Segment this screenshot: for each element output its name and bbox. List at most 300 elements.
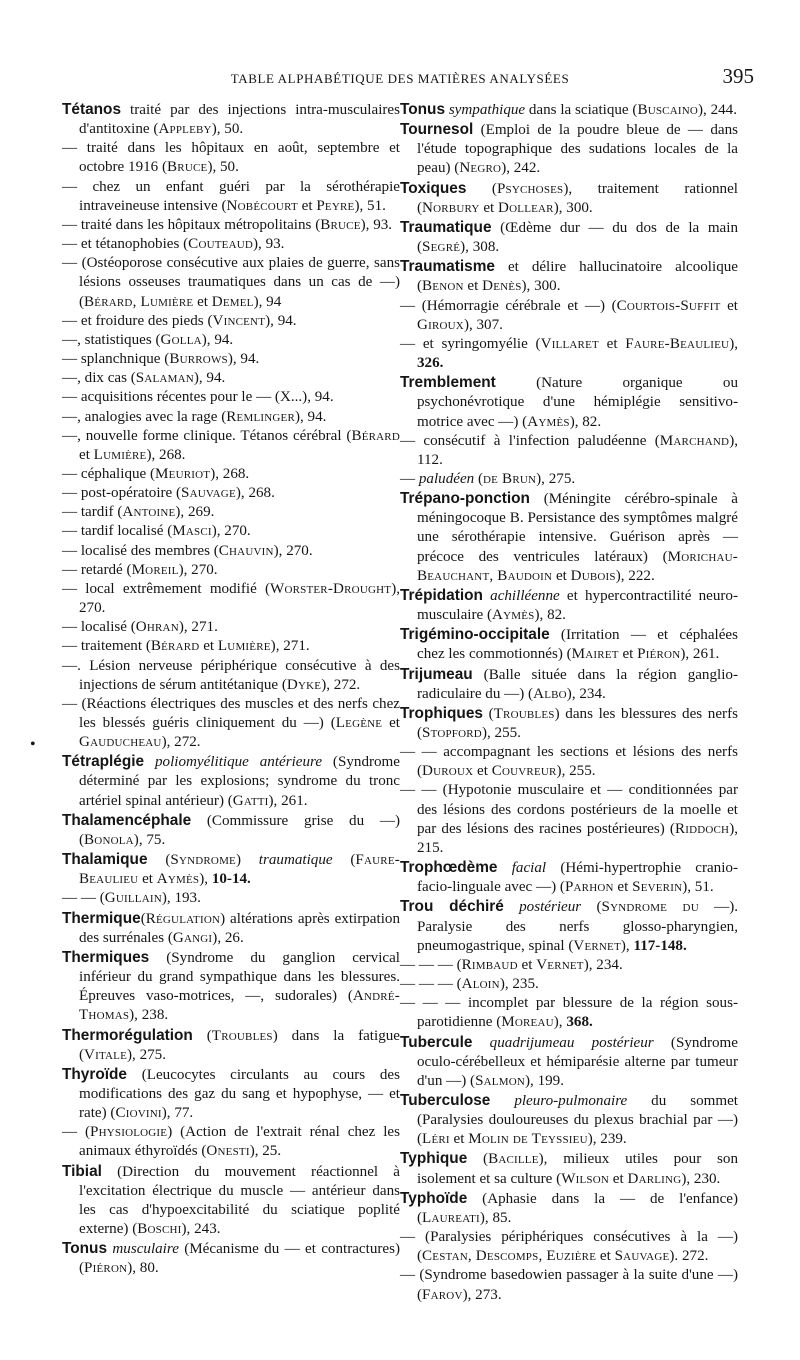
entry-text: ), 234. (566, 685, 606, 702)
entry-text: traité par des injections intra-musculaires d'antitoxine ( (79, 102, 400, 138)
entry-text: ), 300. (553, 199, 593, 216)
index-entry (62, 408, 400, 427)
index-entry (62, 909, 400, 948)
author-name: Boschi (137, 1221, 182, 1238)
qualifier: postérieur (519, 899, 582, 916)
author-name: Giroux (417, 316, 464, 333)
index-entry (62, 1123, 400, 1161)
index-entry (62, 350, 400, 369)
entry-text: ), 222. (615, 567, 655, 584)
entry-text: — — — ( (400, 956, 462, 973)
author-name: Faure-Beaulieu (79, 852, 400, 888)
author-name: Masci (172, 523, 212, 540)
index-entry (62, 542, 400, 561)
index-entry (400, 297, 738, 335)
entry-text: ( (467, 1151, 489, 1168)
entry-text: et (552, 567, 571, 584)
entry-text: ), 244. (698, 102, 737, 118)
entry-text: ), 270. (273, 542, 313, 559)
entry-text: — chez un enfant guéri par la sérothérapie intraveineuse intensive ( (62, 178, 400, 214)
entry-text: ), 261. (680, 646, 720, 663)
running-head-title: TABLE ALPHABÉTIQUE DES MATIÈRES ANALYSÉES (230, 71, 570, 86)
author-name: Bérard (150, 638, 200, 655)
entry-headword: Tibial (62, 1162, 102, 1180)
author-name: Sauvage (181, 485, 236, 502)
entry-text: — — accompagnant les sections et lésions des nerfs ( (400, 744, 738, 780)
author-name: Remlinger (226, 408, 295, 425)
index-entry (62, 1065, 400, 1123)
entry-text: — (Hémorragie cérébrale et —) ( (400, 297, 617, 314)
entry-text: (Hémi-hypertrophie cranio-facio-linguale avec —) ( (417, 860, 738, 896)
entry-text: ( (140, 910, 146, 927)
index-entry (400, 1266, 738, 1304)
author-name: Couvreur (491, 763, 557, 780)
author-name: Dyke (286, 676, 322, 693)
index-entry (400, 858, 738, 897)
index-entry (62, 369, 400, 388)
author-name: Darling (627, 1170, 682, 1187)
qualifier: musculaire (112, 1241, 179, 1258)
entry-text: — céphalique ( (62, 465, 156, 482)
entry-text: — tardif ( (62, 504, 123, 521)
entry-text: — (Paralysies périphériques consécutives à la —) ( (400, 1229, 738, 1265)
right-column (400, 100, 738, 1305)
entry-text (504, 899, 519, 915)
entry-headword: Thermique (62, 909, 141, 927)
author-name: Gangi (172, 929, 213, 946)
entry-text: — (Réactions électriques des muscles et des nerfs chez les blessés guéris cliniquement du —) ( (62, 695, 400, 731)
entry-headword: Trépano-ponction (400, 490, 530, 508)
entry-text: et (598, 335, 626, 352)
entry-text: ), 271. (270, 638, 310, 655)
entry-text: ), 269. (175, 504, 215, 521)
index-entry (62, 254, 400, 311)
index-entry (400, 257, 738, 296)
index-entry (400, 100, 738, 120)
author-name: Troubles (211, 1027, 273, 1044)
entry-text: ), 80. (127, 1260, 159, 1277)
entry-text: ), 308. (460, 239, 500, 256)
author-name: Laureati (422, 1209, 480, 1226)
entry-headword: Typhoïde (400, 1189, 468, 1207)
entry-text: ), 235. (499, 976, 539, 993)
entry-headword: Traumatisme (400, 258, 495, 276)
index-entry (62, 618, 400, 637)
entry-headword: Toxiques (400, 179, 467, 197)
entry-text: ), 93. (253, 236, 285, 253)
entry-text: ), 94. (193, 370, 226, 387)
author-name: Aymès (492, 607, 535, 624)
entry-text: ), 51. (682, 879, 714, 896)
index-entry (62, 580, 400, 618)
entry-text: et (720, 297, 738, 314)
entry-headword: Trophœdème (400, 859, 498, 877)
entry-text: ), 268. (235, 485, 275, 502)
entry-text: ), 25. (249, 1143, 282, 1160)
author-name: Salaman (135, 370, 194, 387)
author-name: Couteaud (188, 236, 253, 253)
entry-text: et (199, 638, 218, 655)
index-entry (400, 1189, 738, 1228)
author-name: Troubles (493, 705, 555, 722)
entry-text: ), 261. (268, 792, 308, 809)
author-name: Villaret (540, 335, 599, 352)
index-entry (62, 484, 400, 503)
qualifier: facial (511, 860, 547, 877)
entry-text: ) (Action de l'extrait rénal chez les animaux éthyroïdés ( (79, 1124, 400, 1160)
author-name: Bruce (320, 216, 361, 233)
entry-text: ), 50. (211, 121, 244, 138)
entry-text: (Commissure grise du —) ( (79, 812, 400, 848)
entry-headword: Typhique (400, 1150, 468, 1168)
author-name: Lumière (93, 446, 147, 463)
qualifier: traumatique (258, 852, 333, 869)
index-entry (400, 586, 738, 625)
author-name: Parhon (564, 879, 614, 896)
author-name: Negro (459, 160, 502, 177)
index-entry (400, 470, 738, 489)
entry-text: ), 243. (181, 1221, 221, 1238)
entry-headword: Tubercule (400, 1033, 473, 1051)
entry-text: (Nature organique ou psychonévrotique d'une hémiplégie sensitivo-motrice avec —) ( (417, 375, 738, 430)
entry-text: (Direction du mouvement réactionnel à l'excitation électrique du muscle — antérieur dans les cas d'hypoexcitabilité du sciatique poplité externe) ( (79, 1163, 400, 1238)
entry-text: —, dix cas ( (62, 370, 136, 387)
index-entry (62, 465, 400, 484)
entry-headword: Thermiques (62, 948, 150, 966)
index-entry (62, 561, 400, 580)
qualifier: pleuro-pulmonaire (514, 1092, 628, 1109)
entry-text: (Syndrome du ganglion cervical inférieur du grand sympathique dans les blessures. Épreuves vaso-motrices, —, sudorales) ( (79, 949, 400, 1005)
index-entry (62, 331, 400, 350)
index-entry (400, 218, 738, 257)
index-entry (400, 373, 738, 431)
entry-text: ), 275. (127, 1046, 167, 1063)
author-name: Meuriot (155, 465, 211, 482)
entry-text: ), 82. (569, 413, 602, 430)
author-name: Segré (422, 239, 461, 256)
entry-text: et (138, 871, 157, 888)
index-entry (62, 889, 400, 908)
author-name: Burrows (169, 351, 228, 368)
entry-text: —, analogies avec la rage ( (62, 408, 227, 425)
index-entry (62, 388, 400, 407)
author-name: Duroux (422, 763, 474, 780)
index-entry (62, 427, 400, 465)
author-name: Bacille (488, 1151, 539, 1168)
entry-text: — — ( (62, 890, 105, 907)
entry-text: ), 26. (212, 929, 244, 946)
running-head (60, 62, 754, 92)
author-name: Physiologie (90, 1124, 168, 1141)
entry-text: ), 75. (133, 831, 166, 848)
author-name: Worster-Drought (270, 580, 392, 597)
author-name: Rimbaud (461, 956, 518, 973)
entry-text: ), 272. (161, 734, 201, 751)
qualifier: poliomyélitique antérieure (154, 754, 323, 771)
entry-headword: Thalamique (62, 851, 148, 869)
entry-text: et (79, 446, 94, 463)
author-name: Dubois (570, 567, 616, 584)
author-name: Appleby (158, 121, 212, 138)
index-entry (400, 994, 738, 1032)
index-entry (62, 657, 400, 695)
entry-text: ), 272. (321, 676, 361, 693)
entry-text: — traité dans les hôpitaux en août, septembre et octobre 1916 ( (62, 140, 400, 176)
author-name: Bérard (351, 427, 400, 444)
entry-text: — (Ostéoporose consécutive aux plaies de guerre, sans lésions osseuses traumatiques dans un cas de —) ( (62, 255, 400, 310)
author-name: Onesti (206, 1143, 250, 1160)
entry-text: ) dans la fatigue ( (79, 1027, 400, 1063)
entry-text: ), 273. (462, 1286, 502, 1303)
author-name: Severin (632, 879, 683, 896)
index-entry (62, 503, 400, 522)
entry-text (497, 860, 511, 876)
author-name: Ohran (135, 619, 179, 636)
index-entry (400, 432, 738, 470)
author-name: Faure-Beaulieu (625, 335, 730, 352)
entry-headword: Thermorégulation (62, 1026, 193, 1044)
index-entry (62, 1162, 400, 1240)
index-entry (400, 743, 738, 781)
entry-text: ), 242. (501, 160, 541, 177)
entry-text: ), 93. (360, 216, 393, 233)
entry-text: ), 94. (227, 351, 260, 368)
author-name: Moreil (131, 561, 179, 578)
author-name: Benon (422, 278, 464, 295)
author-name: Sauvage (614, 1248, 670, 1265)
entry-text: —). Paralysie des nerfs glosso-pharyngien, pneumogastrique, spinal ( (417, 899, 738, 954)
entry-text: ), 238. (129, 1007, 169, 1024)
index-entry (62, 695, 400, 752)
entry-text: — traité dans les hôpitaux métropolitains ( (62, 216, 321, 233)
author-name: Vincent (212, 312, 266, 329)
index-entry (62, 216, 400, 235)
entry-text: — — — incomplet par blessure de la région sous-parotidienne ( (400, 995, 738, 1031)
author-name: Denès (482, 278, 522, 295)
entry-text: et (479, 199, 499, 216)
author-name: Léri (422, 1131, 450, 1148)
index-entry (400, 1228, 738, 1266)
entry-text: et (473, 763, 492, 780)
author-name: Buscaino (637, 102, 698, 118)
index-entry (400, 956, 738, 975)
entry-headword: Traumatique (400, 218, 492, 236)
entry-text: du sommet (Paralysies douloureuses du plexus brachial par —) ( (417, 1092, 738, 1148)
entry-text: — retardé ( (62, 561, 132, 578)
entry-text: et (193, 293, 212, 310)
entry-text: ), 300. (521, 278, 561, 295)
entry-text: ), 255. (481, 725, 521, 741)
author-name: Peyre (316, 197, 355, 214)
entry-text (472, 1035, 489, 1051)
author-name: Salmon (475, 1072, 525, 1089)
entry-text: ), 270. (178, 561, 218, 578)
author-name: Antoine (122, 504, 176, 521)
entry-text: (Aphasie dans la — de l'enfance) ( (417, 1190, 738, 1226)
index-entry (62, 235, 400, 254)
entry-text: — — — ( (400, 976, 462, 993)
author-name: Marchand (659, 432, 730, 449)
author-name: Demel (211, 293, 254, 310)
author-name: Piéron (637, 646, 681, 663)
entry-text: — ( (62, 1124, 91, 1141)
author-name: Régulation (145, 910, 221, 927)
entry-text: ), 270. (211, 523, 251, 540)
entry-text: — et froidure des pieds ( (62, 312, 213, 329)
entry-headword: Tonus (400, 101, 446, 118)
author-name: Guillain (104, 890, 162, 907)
index-entry (400, 1149, 738, 1188)
index-entry (400, 120, 738, 178)
entry-text: ), 85. (479, 1209, 512, 1226)
entry-text: ), 199. (525, 1072, 564, 1089)
author-name: Gatti (232, 792, 269, 809)
entry-headword: Thyroïde (62, 1065, 127, 1083)
author-name: Vitale (84, 1046, 128, 1063)
entry-text: ), 255. (556, 763, 596, 780)
author-name: Molin de Teyssieu (468, 1131, 588, 1148)
index-entry (62, 811, 400, 850)
entry-text: et (297, 197, 317, 214)
author-name: Albo (533, 685, 567, 702)
author-name: Vernet (573, 937, 621, 954)
entry-text (144, 754, 155, 770)
author-name: Riddoch (674, 820, 730, 837)
entry-text: (Leucocytes circulants au cours des modifications des gaz du sang et hypophyse, — et rate) ( (79, 1066, 400, 1122)
entry-text: ), 275. (536, 470, 576, 487)
entry-text: ( (581, 899, 602, 916)
author-name: Courtois-Suffit (616, 297, 721, 314)
entry-text: ). 272. (669, 1248, 709, 1265)
entry-text: ), 94 (253, 293, 282, 310)
entry-text: et délire hallucinatoire alcoolique ( (417, 259, 738, 295)
entry-text: ), 234. (583, 956, 623, 973)
entry-text: — et syringomyélie ( (400, 335, 541, 352)
index-entry (400, 1091, 738, 1149)
entry-text: et (449, 1131, 469, 1148)
index-entry (62, 752, 400, 810)
left-column (62, 100, 400, 1279)
entry-text: ), 239. (587, 1131, 627, 1148)
author-name: Moreau (501, 1014, 554, 1031)
index-entry (400, 179, 738, 218)
qualifier: paludéen (418, 470, 475, 487)
author-name: de Brun (483, 470, 537, 487)
entry-text: ), 230. (681, 1170, 721, 1187)
bold-page-ref: 368. (566, 1014, 593, 1031)
index-entry (62, 850, 400, 889)
index-entry (400, 489, 738, 586)
entry-text: ), 51. (354, 197, 386, 214)
entry-headword: Tonus (62, 1240, 108, 1258)
entry-text: et (382, 715, 400, 731)
entry-text (490, 1093, 514, 1109)
entry-text: ), (620, 937, 634, 954)
index-entry (400, 335, 738, 373)
entry-text: ), 82. (534, 607, 566, 624)
entry-headword: Tremblement (400, 374, 496, 392)
author-name: Lumière (217, 638, 271, 655)
entry-text: (Syndrome oculo-cérébelleux et hémiparésie alterne par tumeur d'un —) ( (417, 1034, 738, 1089)
index-entry (400, 665, 738, 704)
entry-headword: Trijumeau (400, 665, 473, 683)
entry-text: ), (199, 871, 212, 888)
author-name: Ciovini (115, 1105, 162, 1122)
entry-text: (Œdème dur — du dos de la main ( (417, 219, 738, 256)
author-name: Legène (335, 715, 383, 731)
index-entry (400, 1033, 738, 1091)
entry-text: — localisé des membres ( (62, 542, 219, 559)
author-name: Wilson (561, 1170, 610, 1187)
index-entry (62, 1239, 400, 1278)
index-entry (400, 704, 738, 743)
entry-text: (Emploi de la poudre bleue de — dans l'étude topographique des sudations locales de la peau) ( (417, 122, 738, 177)
entry-text: ), (729, 335, 738, 352)
author-name: Norbury (422, 199, 480, 216)
entry-text: — consécutif à l'infection paludéenne ( (400, 432, 660, 449)
index-entry (400, 625, 738, 664)
entry-text: — acquisitions récentes pour le — (X...), 94. (62, 389, 334, 406)
entry-text: ), 112. (417, 432, 738, 468)
entry-text: — post-opératoire ( (62, 485, 182, 502)
entry-text: — localisé ( (62, 619, 136, 636)
page-number: 395 (722, 64, 754, 88)
qualifier: achilléenne (490, 587, 560, 604)
index-entry (400, 897, 738, 955)
entry-text: ) altérations après extirpation des surrénales ( (79, 910, 400, 946)
author-name: Syndrome (170, 852, 236, 869)
index-entry (62, 637, 400, 656)
entry-text: ( (192, 1027, 212, 1044)
entry-headword: Trigémino-occipitale (400, 626, 550, 644)
author-name: Bonola (84, 831, 134, 848)
author-name: Bérard, Lumière (84, 293, 194, 310)
margin-mark: • (30, 736, 36, 753)
author-name: Dollear (498, 199, 554, 216)
entry-text: — local extrêmement modifié ( (62, 580, 270, 597)
author-name: Aymès (156, 871, 200, 888)
entry-text: ), 193. (161, 890, 201, 907)
entry-text: ( (147, 852, 171, 869)
entry-text: ), 77. (161, 1105, 194, 1122)
entry-text: ), (553, 1014, 567, 1031)
author-name: Farov (422, 1286, 463, 1303)
entry-text: (Irritation — et céphalées chez les commotionnés) ( (417, 627, 738, 663)
author-name: Psychoses (496, 180, 564, 197)
entry-text: et (618, 646, 638, 663)
entry-text: ( (332, 852, 356, 869)
author-name: Aloin (461, 976, 500, 993)
entry-text: — traitement ( (62, 638, 151, 655)
entry-text: ), 268. (146, 446, 186, 463)
author-name: André-Thomas (79, 988, 400, 1024)
author-name: Bruce (167, 159, 208, 176)
author-name: Golla (160, 331, 202, 348)
entry-text: —, statistiques ( (62, 331, 161, 348)
author-name: Aymès (527, 413, 570, 430)
entry-text: — splanchnique ( (62, 351, 170, 368)
entry-text: et hypercontractilité neuro-musculaire ( (417, 587, 738, 624)
entry-text: ), 307. (463, 316, 503, 333)
entry-text: et (463, 278, 483, 295)
index-entry (62, 139, 400, 177)
entry-headword: Thalamencéphale (62, 811, 192, 829)
entry-text: dans la sciatique ( (525, 102, 638, 118)
author-name: Gauducheau (79, 734, 162, 751)
entry-text: ), 215. (417, 820, 738, 856)
entry-headword: Trépidation (400, 586, 483, 604)
entry-text: (Balle située dans la région ganglio-radiculaire du —) ( (417, 666, 738, 702)
